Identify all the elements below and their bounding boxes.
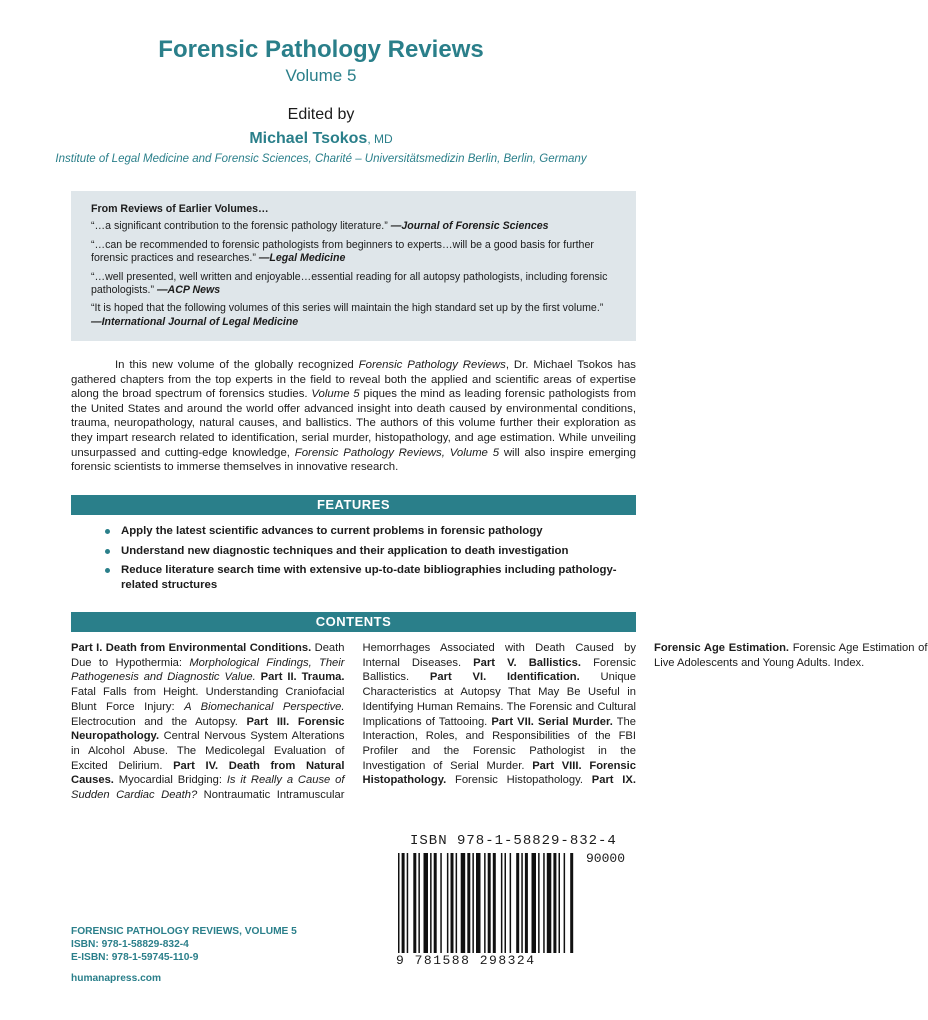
feature-item: Reduce literature search time with extensive up-to-date bibliographies including pathology-related structures <box>105 563 625 592</box>
barcode-bars-icon <box>390 853 630 957</box>
review-source: —Legal Medicine <box>258 252 346 265</box>
isbn-barcode <box>390 833 630 970</box>
feature-item: Understand new diagnostic techniques and their application to death investigation <box>105 544 625 559</box>
reviews-box <box>71 191 636 341</box>
feature-item: Apply the latest scientific advances to current problems in forensic pathology <box>105 524 625 539</box>
features-list <box>105 524 625 597</box>
edited-by-label: Edited by <box>287 106 355 123</box>
isbn-line: ISBN: 978-1-58829-832-4 <box>71 939 189 950</box>
reviews-heading: From Reviews of Earlier Volumes… <box>91 203 269 215</box>
barcode-price-code: 90000 <box>586 851 626 866</box>
editor-name-line <box>0 130 642 148</box>
bullet-icon <box>105 568 110 573</box>
review-quote: “…a significant contribution to the forensic pathology literature.” —Journal of Forensic Sciences <box>91 220 549 233</box>
features-heading: FEATURES <box>71 495 636 515</box>
review-quote: “…can be recommended to forensic pathologists from beginners to experts…will be a good basis for further forensic practices and researches.” —Legal Medicine <box>91 238 594 265</box>
contents-text: Part I. Death from Environmental Conditions. Death Due to Hypothermia: Morphological Findings, Their Pathogenesis and Diagnostic Value. Part II. Trauma. Fatal Falls from Height. Understanding Craniofacial Blunt Force Injury: A Biomechanical Perspective. Electrocution and the Autopsy. Part III. Forensic Neuropathology. Central Nervous System Alterations in Alcohol Abuse. The Medicolegal Evaluation of Excited Delirium. Part IV. Death from Natural Causes. Myocardial Bridging: Is it Really a Cause of Sudden Cardiac Death? Nontraumatic Intramuscular Hemorrhages Associated with Death Caused by Internal Diseases. Part V. Ballistics. Forensic Ballistics. Part VI. Identification. Unique Characteristics at Autopsy That May Be Useful in Identifying Human Remains. The Forensic and Cultural Implications of Tattooing. Part VII. Serial Murder. The Interaction, Roles, and Responsibilities of the FBI Profiler and the Forensic Pathologist in the Investigation of Serial Murder. Part VIII. Forensic Histopathology. Forensic Histopathology. Part IX. Forensic Age Estimation. Forensic Age Estimation of Live Adolescents and Young Adults. Index. <box>71 642 928 802</box>
bullet-icon <box>105 549 110 554</box>
footer-info <box>71 925 297 985</box>
volume-label: Volume 5 <box>285 66 357 85</box>
series-title: FORENSIC PATHOLOGY REVIEWS, VOLUME 5 <box>71 926 297 937</box>
barcode-digits: 9 781588 298324 <box>396 953 536 968</box>
barcode-isbn-text: ISBN 978-1-58829-832-4 <box>410 833 617 849</box>
intro-paragraph: In this new volume of the globally recognized Forensic Pathology Reviews, Dr. Michael Tsokos has gathered chapters from the top experts in the field to reveal both the applied and scientific areas of expertise along the broad spectrum of forensics studies. Volume 5 piques the mind as leading forensic pathologists from the United States and around the world offer advanced insight into death caused by environmental conditions, trauma, neuropathology, natural causes, and ballistics. The authors of this volume further their exploration as they impart research related to identification, serial murder, histopathology, and age estimation. While unveiling unsurpassed and cutting-edge knowledge, Forensic Pathology Reviews, Volume 5 will also inspire emerging forensic scientists to immerse themselves in innovative research. <box>71 359 636 474</box>
review-quote: “…well presented, well written and enjoyable…essential reading for all autopsy pathologists, including forensic pathologists.” —ACP News <box>91 270 608 297</box>
review-source: —Journal of Forensic Sciences <box>390 220 549 233</box>
review-quote: “It is hoped that the following volumes of this series will maintain the high standard set up by the first volume.” —International Journal of Legal Medicine <box>91 302 604 328</box>
review-source: —International Journal of Legal Medicine <box>91 315 299 328</box>
publisher-website: humanapress.com <box>71 973 162 984</box>
editor-name: Michael Tsokos <box>249 130 368 147</box>
editor-degree: , MD <box>367 132 393 146</box>
contents-heading: CONTENTS <box>71 612 636 632</box>
editor-affiliation: Institute of Legal Medicine and Forensic Sciences, Charité – Universitätsmedizin Berlin, Berlin, Germany <box>55 153 587 165</box>
eisbn-line: E-ISBN: 978-1-59745-110-9 <box>71 952 199 963</box>
book-title: Forensic Pathology Reviews <box>158 36 484 63</box>
review-source: —ACP News <box>156 284 221 297</box>
bullet-icon <box>105 529 110 534</box>
